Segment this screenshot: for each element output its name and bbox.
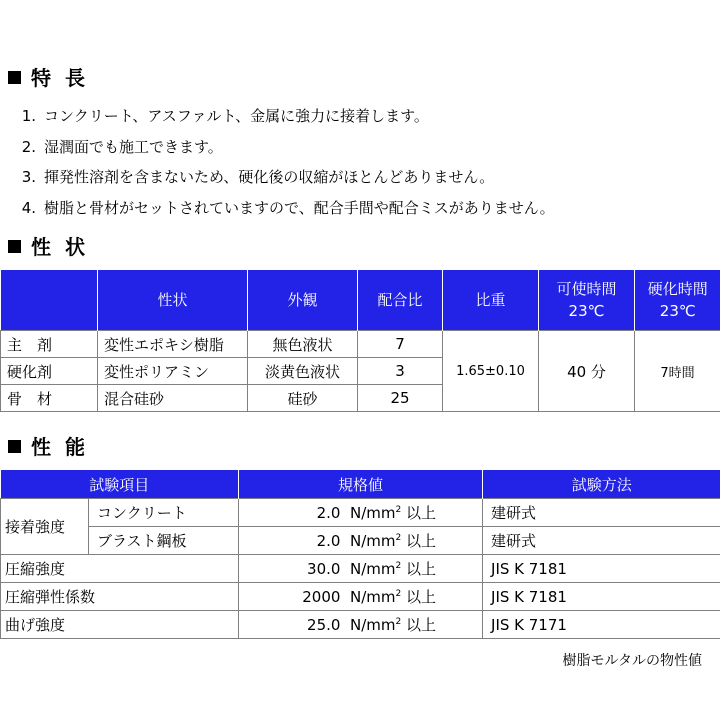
- value-number: 2.0: [316, 532, 341, 550]
- spec-value: [239, 611, 483, 639]
- test-method: JIS K 7171: [483, 611, 720, 639]
- spec-value: [239, 583, 483, 611]
- unit-exponent: 2: [395, 617, 402, 627]
- value-unit: N/mm: [349, 588, 396, 606]
- component-ratio: 3: [358, 358, 443, 385]
- component-appearance: 淡黄色液状: [248, 358, 358, 385]
- item-text: 揮発性溶剤を含まないため、硬化後の収縮がほとんどありません。: [44, 168, 495, 186]
- value-suffix: 以上: [406, 504, 437, 522]
- header-name: [1, 270, 98, 331]
- substrate-name: コンクリート: [89, 499, 239, 527]
- unit-exponent: 2: [395, 561, 402, 571]
- spec-value: [239, 527, 483, 555]
- unit-exponent: 2: [395, 533, 402, 543]
- table-row: [1, 555, 720, 583]
- item-text: 樹脂と骨材がセットされていますので、配合手間や配合ミスがありません。: [44, 198, 555, 217]
- pot-life: 40 分: [539, 331, 635, 412]
- component-ratio: 25: [358, 385, 443, 412]
- value-unit: N/mm: [349, 532, 396, 550]
- value-suffix: 以上: [406, 560, 437, 578]
- item-number: 3.: [21, 168, 36, 186]
- test-method: JIS K 7181: [483, 583, 720, 611]
- component-appearance: 硅砂: [248, 385, 358, 412]
- component-ratio: 7: [358, 331, 443, 358]
- value-number: 2000: [302, 588, 341, 606]
- test-item: 曲げ強度: [1, 611, 239, 639]
- item-text: 湿潤面でも施工できます。: [44, 137, 223, 156]
- properties-title: 性状: [31, 235, 99, 259]
- features-title: 特長: [31, 66, 99, 90]
- cure-time-temp: 23℃: [659, 302, 696, 320]
- test-method: JIS K 7181: [483, 555, 720, 583]
- list-item: [14, 196, 555, 227]
- bond-strength-label: 接着強度: [1, 499, 89, 555]
- table-row: [1, 527, 720, 555]
- component-name: 骨 材: [1, 385, 98, 412]
- value-suffix: 以上: [406, 532, 437, 550]
- component-name: 硬化剤: [1, 358, 98, 385]
- value-unit: N/mm: [349, 504, 396, 522]
- table-header-row: [1, 270, 720, 331]
- value-unit: N/mm: [349, 616, 396, 634]
- item-number: 2.: [21, 137, 36, 156]
- pot-life-label: 可使時間: [556, 280, 617, 298]
- item-text: コンクリート、アスファルト、金属に強力に接着します。: [44, 107, 429, 125]
- component-appearance: 無色液状: [248, 331, 358, 358]
- table-row: [1, 331, 720, 358]
- specific-gravity: 1.65±0.10: [443, 331, 539, 412]
- performance-heading: [8, 431, 99, 460]
- item-number: 4.: [21, 198, 36, 217]
- spec-value: [239, 555, 483, 583]
- cure-time-label: 硬化時間: [647, 280, 708, 298]
- value-suffix: 以上: [406, 616, 437, 634]
- unit-exponent: 2: [395, 589, 402, 599]
- spec-value: [239, 499, 483, 527]
- table-row: [1, 611, 720, 639]
- header-property: 性状: [98, 270, 248, 331]
- test-method: 建研式: [483, 527, 720, 555]
- square-bullet-icon: [8, 71, 21, 84]
- footnote: 樹脂モルタルの物性値: [562, 653, 702, 669]
- header-ratio: 配合比: [358, 270, 443, 331]
- test-method: 建研式: [483, 499, 720, 527]
- list-item: [14, 165, 555, 196]
- pot-life-temp: 23℃: [568, 302, 605, 320]
- value-number: 30.0: [307, 560, 341, 578]
- value-unit: N/mm: [349, 560, 396, 578]
- header-cure-time: [635, 270, 720, 331]
- table-header-row: [1, 470, 720, 499]
- header-spec-value: 規格値: [239, 470, 483, 499]
- properties-table: [0, 270, 720, 412]
- features-heading: [8, 62, 99, 91]
- header-test-item: 試験項目: [1, 470, 239, 499]
- square-bullet-icon: [8, 240, 21, 253]
- value-number: 2.0: [316, 504, 341, 522]
- substrate-name: ブラスト鋼板: [89, 527, 239, 555]
- performance-table: [0, 470, 720, 639]
- list-item: [14, 135, 555, 166]
- list-item: [14, 104, 555, 135]
- performance-title: 性能: [31, 435, 99, 459]
- features-list: [14, 104, 555, 226]
- component-property: 変性エポキシ樹脂: [98, 331, 248, 358]
- header-appearance: 外観: [248, 270, 358, 331]
- cure-time: 7時間: [635, 331, 720, 412]
- test-item: 圧縮強度: [1, 555, 239, 583]
- square-bullet-icon: [8, 440, 21, 453]
- table-row: [1, 583, 720, 611]
- component-property: 混合硅砂: [98, 385, 248, 412]
- header-pot-life: [539, 270, 635, 331]
- header-gravity: 比重: [443, 270, 539, 331]
- component-property: 変性ポリアミン: [98, 358, 248, 385]
- test-item: 圧縮弾性係数: [1, 583, 239, 611]
- unit-exponent: 2: [395, 505, 402, 515]
- header-test-method: 試験方法: [483, 470, 720, 499]
- item-number: 1.: [21, 107, 36, 125]
- value-number: 25.0: [307, 616, 341, 634]
- value-suffix: 以上: [406, 588, 437, 606]
- component-name: 主 剤: [1, 331, 98, 358]
- table-row: [1, 499, 720, 527]
- properties-heading: [8, 231, 99, 260]
